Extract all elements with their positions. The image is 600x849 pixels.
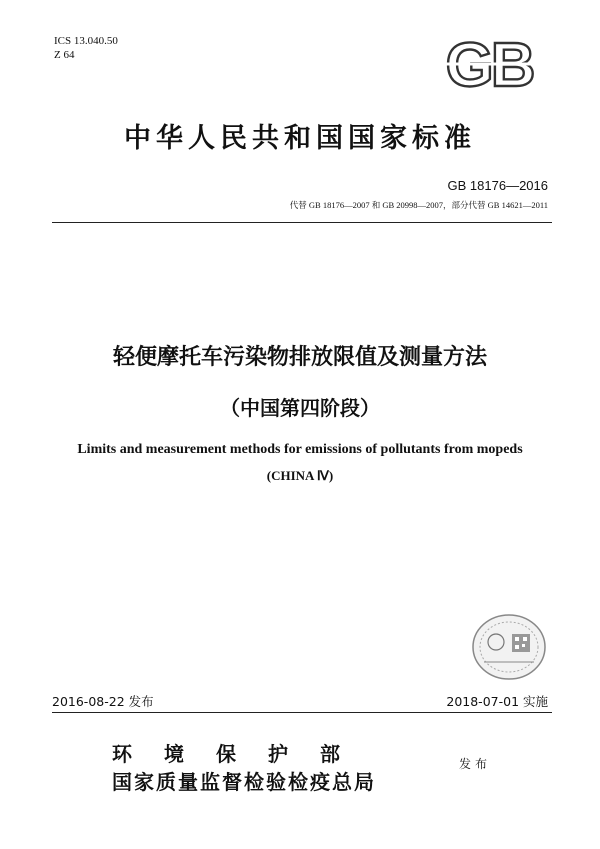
svg-text:GB: GB [445, 34, 533, 94]
issuer-aqsiq: 国家质量监督检验检疫总局 [112, 770, 376, 794]
ics-code: ICS 13.040.50 [54, 35, 118, 47]
phase-chinese: （中国第四阶段） [220, 396, 380, 420]
replaces-note: 代替 GB 18176—2007 和 GB 20998—2007，部分代替 GB 14621—2011 [289, 200, 548, 210]
classification-codes [54, 34, 118, 62]
phase-english: (CHINA Ⅳ) [266, 468, 334, 483]
implementation-date: 2018-07-01 实施 [446, 694, 548, 709]
publish-label: 发布 [459, 757, 492, 771]
issue-date: 2016-08-22 发布 [52, 694, 154, 709]
title-english: Limits and measurement methods for emissions of pollutants from mopeds [77, 442, 523, 457]
top-divider [52, 222, 552, 223]
title-chinese: 轻便摩托车污染物排放限值及测量方法 [112, 345, 487, 370]
anti-counterfeit-seal-icon [470, 612, 548, 682]
gb-logo-icon [430, 34, 548, 94]
bottom-divider [52, 712, 552, 713]
standard-number: GB 18176—2016 [447, 178, 548, 193]
standard-category: 中华人民共和国国家标准 [124, 123, 476, 154]
issuer-ministry: 环境保护部 [112, 742, 372, 766]
ccs-code: Z 64 [54, 49, 75, 61]
